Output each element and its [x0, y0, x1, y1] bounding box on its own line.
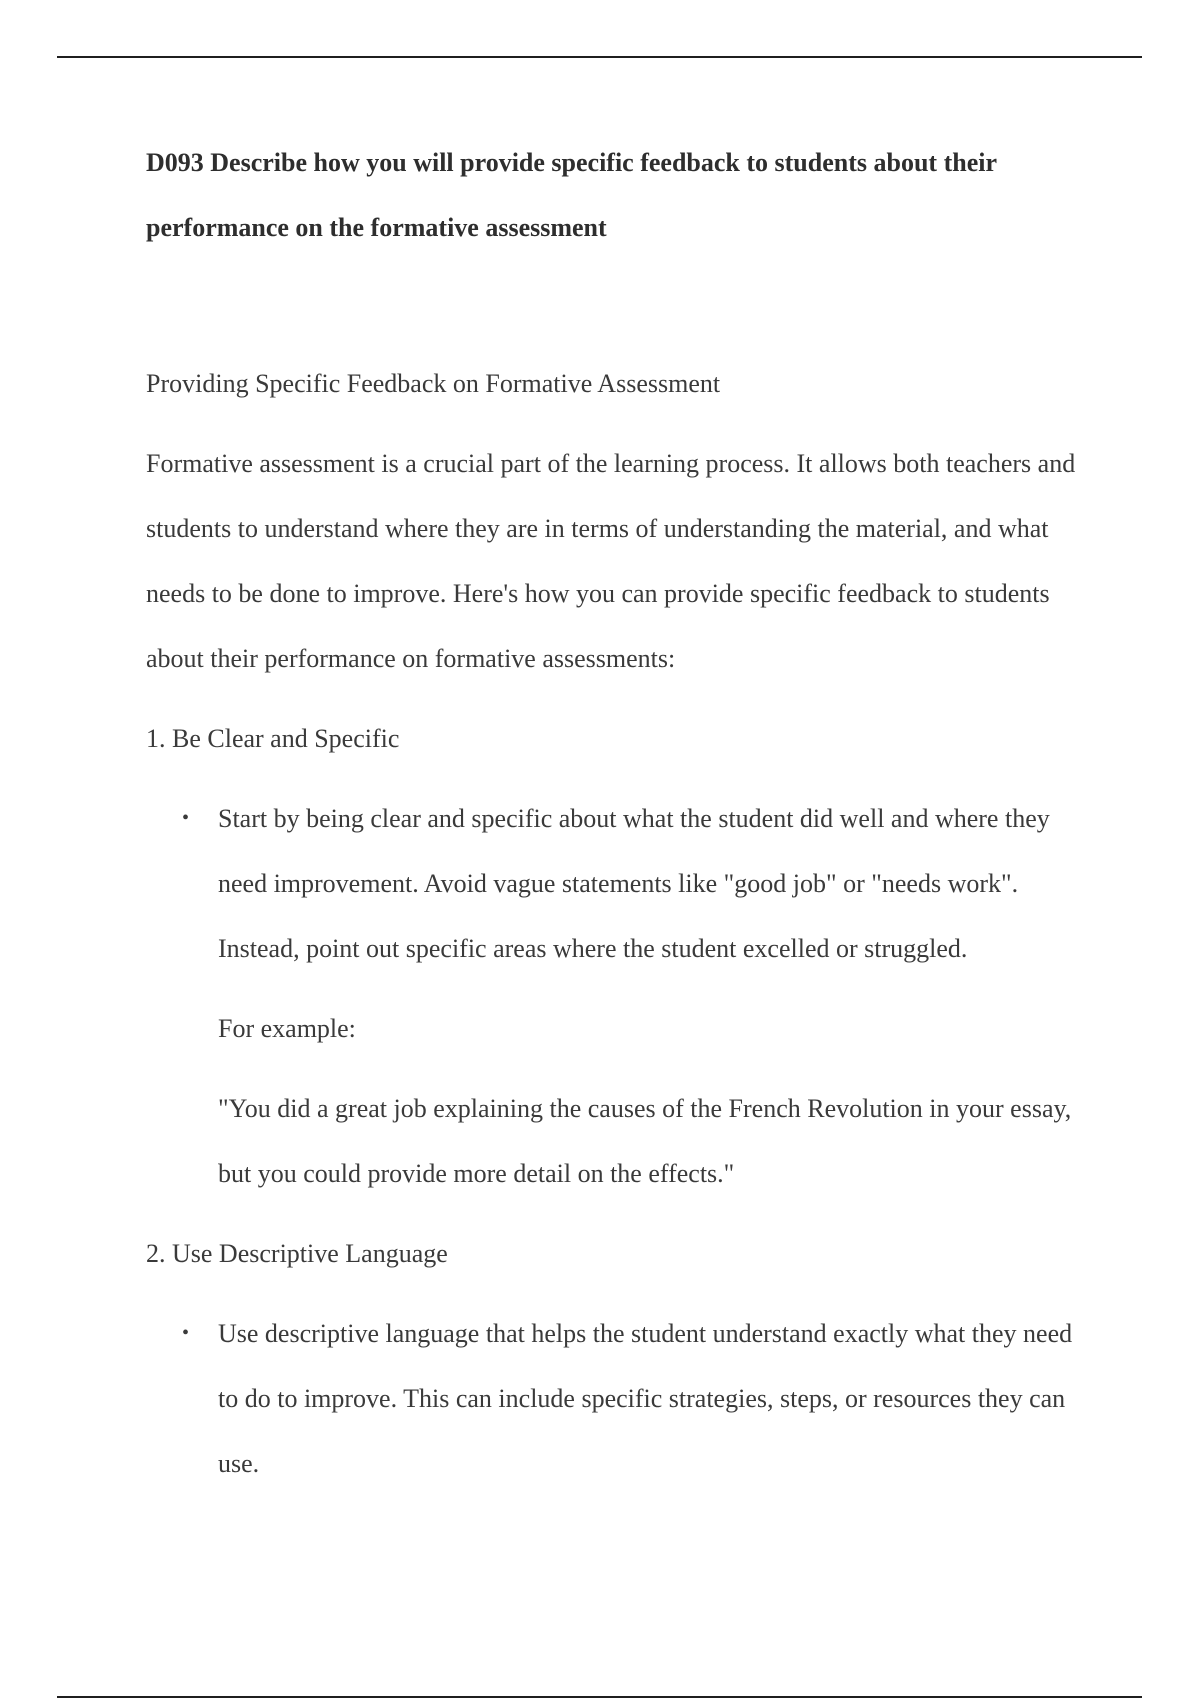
document-title: D093 Describe how you will provide specific feedback to students about their performance on the formative assessment — [146, 148, 997, 242]
bullet-text-1: Start by being clear and specific about what the student did well and where they need improvement. Avoid vague statements like "good job" or "needs work". Instead, point out specific areas where the student excelled or struggled. — [218, 804, 1050, 963]
top-rule — [57, 56, 1142, 58]
intro-paragraph: Formative assessment is a crucial part of the learning process. It allows both teachers and students to understand where they are in terms of understanding the material, and what needs to be done to improve. Here's how you can provide specific feedback to students about their performance on formative assessments: — [146, 449, 1076, 673]
bottom-rule — [57, 1696, 1142, 1698]
bullet-icon: • — [182, 807, 190, 829]
example-text: "You did a great job explaining the causes of the French Revolution in your essay, but you could provide more detail on the effects." — [218, 1094, 1072, 1188]
bullet-list-1 — [146, 786, 1076, 981]
bullet-list-2 — [146, 1301, 1076, 1496]
document-body — [146, 130, 1076, 1496]
section-heading: Providing Specific Feedback on Formative Assessment — [146, 369, 721, 398]
item-heading-1: 1. Be Clear and Specific — [146, 724, 400, 753]
list-item — [146, 1301, 1076, 1496]
bullet-icon: • — [182, 1322, 190, 1344]
example-label: For example: — [218, 1014, 356, 1043]
list-item — [146, 786, 1076, 981]
bullet-text-2: Use descriptive language that helps the student understand exactly what they need to do to improve. This can include specific strategies, steps, or resources they can use. — [218, 1319, 1073, 1478]
item-heading-2: 2. Use Descriptive Language — [146, 1239, 448, 1268]
